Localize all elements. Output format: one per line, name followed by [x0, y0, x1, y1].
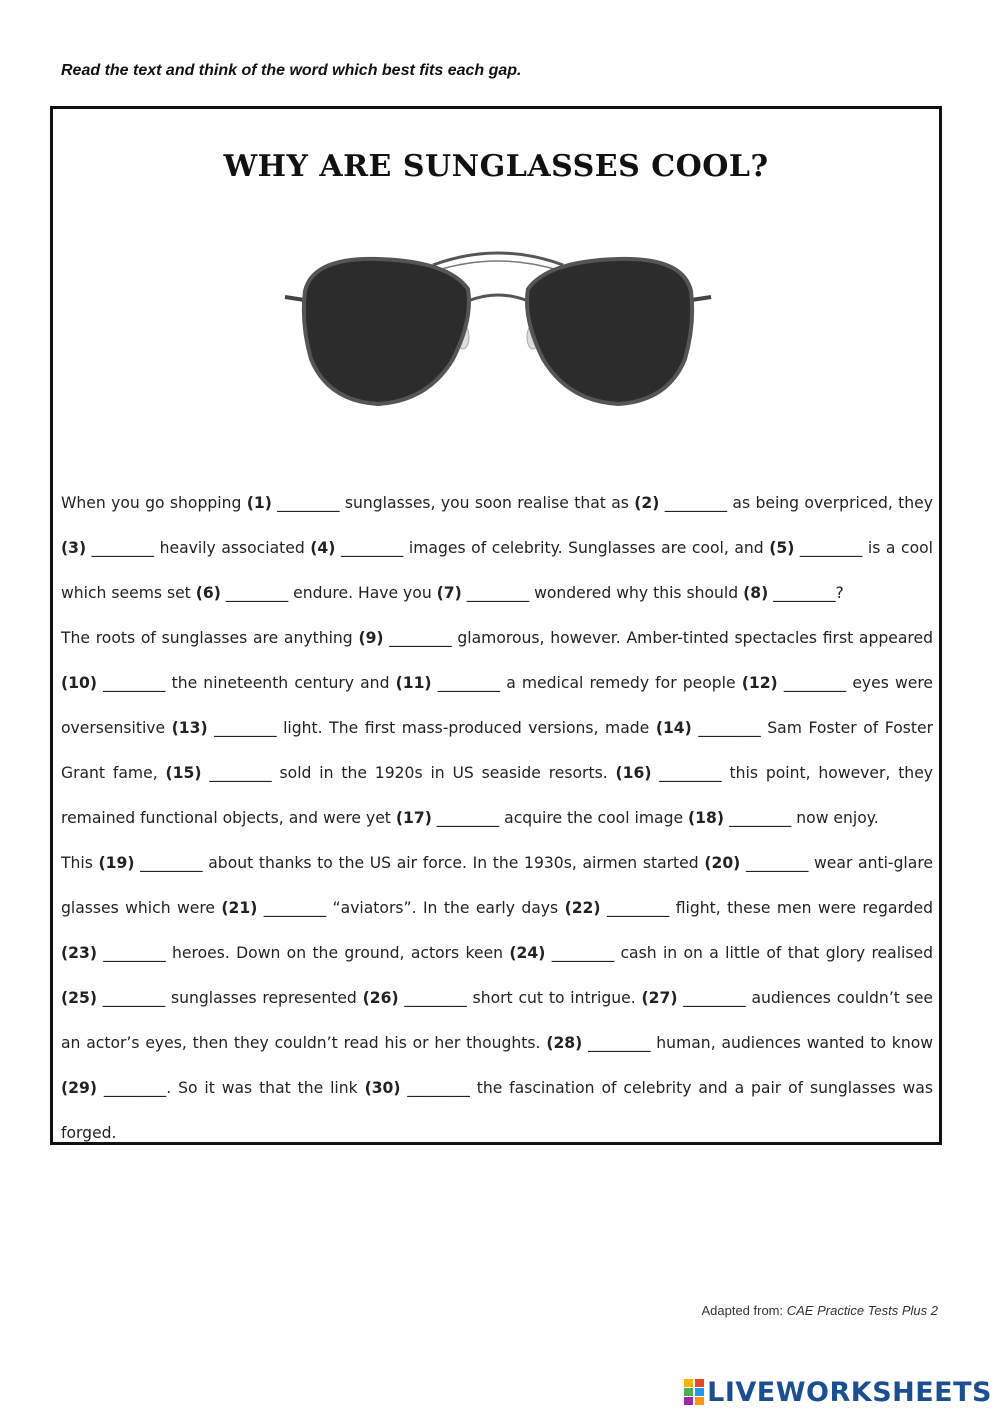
- gap-number: (18): [688, 809, 724, 827]
- text-segment: ________ short cut to intrigue.: [398, 989, 642, 1007]
- gap-number: (15): [165, 764, 202, 782]
- source-credit: [701, 1303, 938, 1318]
- text-segment: ________ images of celebrity. Sunglasses are cool, and: [335, 539, 770, 557]
- gap-number: (14): [655, 719, 692, 737]
- gap-number: (5): [769, 539, 795, 557]
- text-segment: ________ the nineteenth century and: [96, 674, 396, 692]
- text-segment: ________ a medical remedy for people: [431, 674, 742, 692]
- text-segment: ________ sunglasses represented: [96, 989, 363, 1007]
- gap-number: (10): [61, 674, 97, 692]
- brand-watermark[interactable]: [683, 1375, 992, 1409]
- gap-number: (27): [641, 989, 678, 1007]
- text-segment: ________ glamorous, however. Amber-tinted spectacles first appeared: [383, 629, 933, 647]
- gap-number: (24): [509, 944, 546, 962]
- gap-number: (16): [615, 764, 652, 782]
- gap-number: (11): [395, 674, 432, 692]
- gap-number: (4): [310, 539, 336, 557]
- text-segment: ________ heroes. Down on the ground, actors keen: [96, 944, 510, 962]
- gap-number: (12): [741, 674, 778, 692]
- paragraph: [61, 841, 933, 1156]
- gap-number: (8): [743, 584, 769, 602]
- gap-number: (23): [61, 944, 97, 962]
- gap-number: (17): [395, 809, 432, 827]
- instruction-text: Read the text and think of the word which best fits each gap.: [61, 62, 522, 79]
- gap-number: (13): [171, 719, 208, 737]
- text-segment: ________ audiences couldn’t see an actor’s eyes, then they couldn’t read his or her thoughts.: [61, 989, 934, 1052]
- text-segment: ________ Sam Foster of Foster Grant fame,: [61, 719, 933, 782]
- gap-number: (25): [61, 989, 97, 1007]
- gap-number: (28): [546, 1034, 583, 1052]
- text-segment: ________ endure. Have you: [220, 584, 437, 602]
- brand-name: LIVEWORKSHEETS: [707, 1376, 992, 1408]
- text-segment: ________ heavily associated: [86, 539, 311, 557]
- text-segment: ________ wear anti-glare glasses which were: [61, 854, 933, 917]
- text-segment: ________ “aviators”. In the early days: [257, 899, 565, 917]
- text-segment: ________ sold in the 1920s in US seaside resorts.: [201, 764, 616, 782]
- worksheet-frame: [50, 106, 942, 1145]
- paragraph: [61, 481, 933, 616]
- gap-number: (9): [358, 629, 384, 647]
- gap-number: (30): [364, 1079, 401, 1097]
- gap-number: (22): [564, 899, 601, 917]
- text-segment: ________ eyes were oversensitive: [61, 674, 934, 737]
- text-segment: ________ light. The first mass-produced versions, made: [207, 719, 656, 737]
- gap-number: (3): [61, 539, 87, 557]
- text-segment: ________ sunglasses, you soon realise that as: [271, 494, 635, 512]
- gap-number: (7): [436, 584, 462, 602]
- text-segment: ________ flight, these men were regarded: [600, 899, 933, 917]
- text-segment: ________. So it was that the link: [96, 1079, 365, 1097]
- source-title: CAE Practice Tests Plus 2: [786, 1303, 938, 1318]
- text-segment: ________?: [768, 584, 844, 602]
- liveworksheets-logo-icon: [683, 1378, 705, 1406]
- gap-number: (1): [246, 494, 272, 512]
- text-segment: When you go shopping: [61, 494, 247, 512]
- gap-number: (19): [98, 854, 135, 872]
- worksheet-title: WHY ARE SUNGLASSES COOL?: [223, 149, 769, 184]
- text-segment: ________ the fascination of celebrity and a pair of sunglasses was forged.: [61, 1079, 933, 1142]
- gap-number: (29): [61, 1079, 97, 1097]
- text-segment: ________ this point, however, they remained functional objects, and were yet: [61, 764, 934, 827]
- text-segment: ________ is a cool which seems set: [61, 539, 933, 602]
- gap-number: (26): [362, 989, 399, 1007]
- gap-number: (2): [634, 494, 660, 512]
- gap-number: (21): [221, 899, 258, 917]
- text-segment: The roots of sunglasses are anything: [61, 629, 359, 647]
- text-segment: ________ wondered why this should: [461, 584, 744, 602]
- paragraph: [61, 616, 933, 841]
- source-prefix: Adapted from:: [701, 1303, 787, 1318]
- text-segment: ________ now enjoy.: [723, 809, 879, 827]
- gap-number: (20): [704, 854, 741, 872]
- text-segment: ________ about thanks to the US air force. In the 1930s, airmen started: [134, 854, 705, 872]
- gap-number: (6): [195, 584, 221, 602]
- text-segment: ________ human, audiences wanted to know: [582, 1034, 933, 1052]
- text-segment: ________ as being overpriced, they: [659, 494, 934, 512]
- gap-fill-text: [61, 481, 933, 1156]
- text-segment: ________ acquire the cool image: [431, 809, 689, 827]
- text-segment: This: [61, 854, 99, 872]
- text-segment: ________ cash in on a little of that glory realised: [545, 944, 933, 962]
- sunglasses-illustration: [283, 229, 713, 414]
